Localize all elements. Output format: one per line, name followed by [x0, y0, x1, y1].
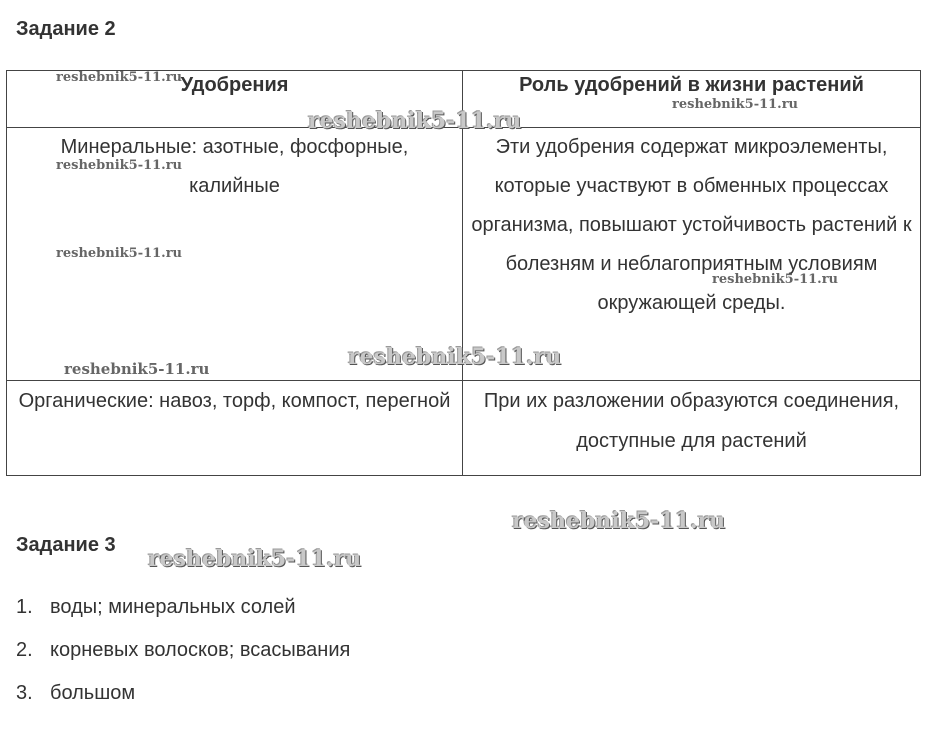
header-fertilizers: Удобрения	[7, 71, 463, 128]
watermark: reshebnik5-11.ru	[512, 508, 726, 534]
cell-fertilizer-type: Минеральные: азотные, фосфорные, калийные	[7, 128, 463, 381]
list-item	[16, 592, 350, 635]
watermark: reshebnik5-11.ru	[348, 344, 562, 370]
item-number: 3.	[16, 682, 33, 704]
cell-fertilizer-role: При их разложении образуются соединения, доступные для растений	[463, 381, 921, 476]
watermark: reshebnik5-11.ru	[308, 108, 522, 134]
item-number: 2.	[16, 639, 33, 661]
watermark: reshebnik5-11.ru	[56, 158, 183, 173]
cell-fertilizer-type: Органические: навоз, торф, компост, перегной	[7, 381, 463, 476]
task2-heading: Задание 2	[16, 18, 116, 40]
watermark: reshebnik5-11.ru	[672, 97, 799, 112]
watermark: reshebnik5-11.ru	[56, 246, 183, 261]
table-header-row	[7, 71, 921, 128]
list-item	[16, 678, 350, 721]
cell-fertilizer-role: Эти удобрения содержат микроэлементы, которые участвуют в обменных процессах организма, повышают устойчивость растений к болезням и неблагоприятным условиям окружающей среды.	[463, 128, 921, 381]
table-row	[7, 381, 921, 476]
task3-heading: Задание 3	[16, 534, 116, 556]
item-text: корневых волосков; всасывания	[50, 639, 351, 661]
header-role: Роль удобрений в жизни растений	[463, 71, 921, 128]
watermark: reshebnik5-11.ru	[64, 360, 210, 378]
watermark: reshebnik5-11.ru	[56, 70, 183, 85]
answers-list	[16, 592, 350, 721]
list-item	[16, 635, 350, 678]
watermark: reshebnik5-11.ru	[712, 272, 839, 287]
item-text: воды; минеральных солей	[50, 596, 296, 618]
item-text: большом	[50, 682, 136, 704]
fertilizers-table	[6, 70, 921, 476]
item-number: 1.	[16, 596, 33, 618]
watermark: reshebnik5-11.ru	[148, 546, 362, 572]
table-row	[7, 128, 921, 381]
